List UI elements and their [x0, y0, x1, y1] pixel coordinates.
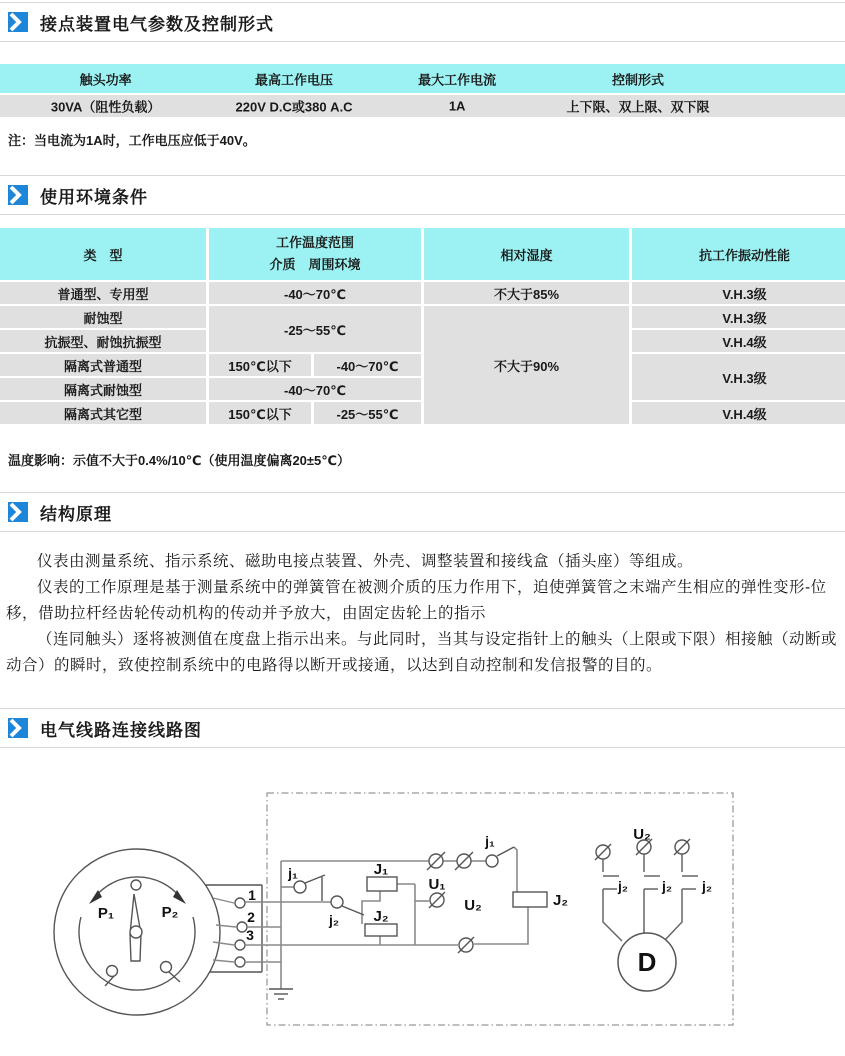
motor-label: D: [637, 947, 657, 977]
table1-header-row: [0, 64, 845, 93]
table2-header-humidity: 相对湿度: [424, 228, 629, 280]
cell-type: 耐蚀型: [0, 306, 206, 328]
table1-header-cell: 触头功率: [79, 72, 132, 87]
cell-vibration: V.H.3级: [632, 282, 845, 304]
gauge-hub: [130, 926, 142, 938]
cell-type: 普通型、专用型: [0, 282, 206, 304]
j1-right-switch: [486, 855, 498, 867]
relay-coil-J2-left: [365, 924, 397, 936]
principle-paragraph: （连同触头）逐将被测值在度盘上指示出来。与此同时，当其与设定指针上的触头（上限或下限）相接触（动断或动合）的瞬时，致使控制系统中的电路得以断开或接通，以达到自动控制和发信报警的目的。: [6, 631, 838, 674]
table1-cell: 上下限、双上限、双下限: [566, 99, 710, 115]
u2-top-label: U₂: [633, 826, 651, 843]
u2-mid-label: U₂: [464, 897, 482, 914]
terminal-1: [235, 898, 245, 908]
table-row: [0, 282, 845, 304]
table-row: [0, 330, 845, 352]
cell-type: 隔离式普通型: [0, 354, 206, 376]
connector-dashed-box: [267, 793, 733, 1025]
section-header-environment: [0, 175, 845, 215]
terminal-1-label: 1: [248, 887, 256, 903]
j2-contact-label: j₂: [702, 878, 713, 894]
table2-header-vibration: 抗工作振动性能: [632, 228, 845, 280]
pressure-gauge: [54, 849, 262, 1015]
terminal-2-label: 2: [247, 909, 255, 925]
table1-note: 注：当电流为1A时，工作电压应低于40V。: [8, 133, 256, 148]
cell-temp: -40～70℃: [209, 378, 421, 400]
cell-type: 隔离式其它型: [0, 402, 206, 424]
principle-paragraph: 仪表由测量系统、指示系统、磁助电接点装置、外壳、调整装置和接线盒（插头座）等组成。: [37, 553, 694, 570]
section-header-wiring-diagram: [0, 708, 845, 748]
j1-left-label: j₁: [288, 865, 298, 881]
environment-table: [0, 228, 845, 426]
temp-subheaders: 介质 周围环境: [269, 257, 361, 272]
table2-note: 温度影响：示值不大于0.4%/10℃（使用温度偏离20±5℃）: [8, 453, 351, 468]
page: [0, 2, 845, 1056]
section-marker-icon: [8, 185, 28, 205]
section-header-electrical-params: [0, 2, 845, 42]
table1-header-cell: 最高工作电压: [255, 72, 334, 87]
relay-coil-J1: [367, 877, 397, 891]
table-row: [0, 402, 845, 424]
terminal-4: [235, 957, 245, 967]
u1-label: U₁: [428, 876, 446, 893]
temp-range-title: 工作温度范围: [276, 235, 355, 250]
cell-vibration: V.H.4级: [632, 330, 845, 352]
cell-vibration: V.H.4级: [632, 402, 845, 424]
j2-contact-label: j₂: [618, 878, 629, 894]
table2-header-temp: [209, 228, 421, 280]
relay-coil-J2-right: [513, 892, 547, 907]
j2-left-switch: [331, 896, 343, 908]
cell-temp-ambient: -25～55℃: [314, 402, 421, 424]
table1-header-cell: 最大工作电流: [418, 72, 497, 87]
table1-header-cell: 控制形式: [611, 72, 664, 87]
J2-coil-right-label: J₂: [553, 892, 569, 909]
section-title: 接点装置电气参数及控制形式: [40, 14, 274, 34]
cell-temp: -25～55℃: [209, 306, 421, 352]
gauge-top-pivot: [131, 880, 141, 890]
principle-text: [6, 549, 839, 679]
cell-humidity: 不大于90%: [424, 306, 629, 424]
section-title: 电气线路连接线路图: [40, 720, 202, 740]
terminal-3-label: 3: [246, 927, 254, 943]
j2-motor-contacts: [603, 854, 698, 941]
cell-temp-ambient: -40～70℃: [314, 354, 421, 376]
cell-temp-medium: 150℃以下: [209, 402, 311, 424]
cell-vibration: V.H.3级: [632, 306, 845, 328]
table-row: [0, 354, 845, 376]
principle-paragraph: 仪表的工作原理是基于测量系统中的弹簧管在被测介质的压力作用下，迫使弹簧管之末端产生相应的弹性变形-位移，借助拉杆经齿轮传动机构的传动并予放大，由固定齿轮上的指示: [6, 579, 827, 622]
table1-cell: 1A: [448, 98, 466, 114]
table1-cell: 220V D.C或380 A.C: [235, 99, 353, 115]
table2-header-row: [0, 228, 845, 280]
ground-symbol: [269, 989, 293, 999]
electrical-params-table: [0, 64, 845, 117]
gauge-label-p2: P₂: [161, 904, 179, 921]
j2-contact-label: j₂: [662, 878, 673, 894]
J1-coil-label: J₁: [373, 861, 389, 878]
section-marker-icon: [8, 12, 28, 32]
table1-data-row: [0, 95, 845, 117]
section-title: 使用环境条件: [40, 187, 148, 207]
J2-coil-left-label: J₂: [373, 908, 389, 925]
cell-temp: -40～70℃: [209, 282, 421, 304]
cell-humidity: 不大于85%: [424, 282, 629, 304]
j1-left-switch: [294, 881, 306, 893]
j2-left-label: j₂: [328, 912, 340, 928]
j1-right-label: j₁: [485, 833, 495, 849]
cell-temp-medium: 150℃以下: [209, 354, 311, 376]
gauge-contact-right: [161, 962, 172, 973]
cell-type: 隔离式耐蚀型: [0, 378, 206, 400]
gauge-contact-left: [107, 966, 118, 977]
section-title: 结构原理: [40, 504, 112, 524]
table-row: [0, 306, 845, 328]
wiring-diagram: [0, 784, 845, 1034]
cell-type: 抗振型、耐蚀抗振型: [0, 330, 206, 352]
section-marker-icon: [8, 718, 28, 738]
section-marker-icon: [8, 502, 28, 522]
section-header-principle: [0, 492, 845, 532]
cell-vibration: V.H.3级: [632, 354, 845, 400]
terminal-3: [235, 940, 245, 950]
table2-header-type: 类 型: [0, 228, 206, 280]
gauge-label-p1: P₁: [97, 905, 115, 922]
table1-cell: 30VA（阻性负载）: [50, 99, 161, 115]
